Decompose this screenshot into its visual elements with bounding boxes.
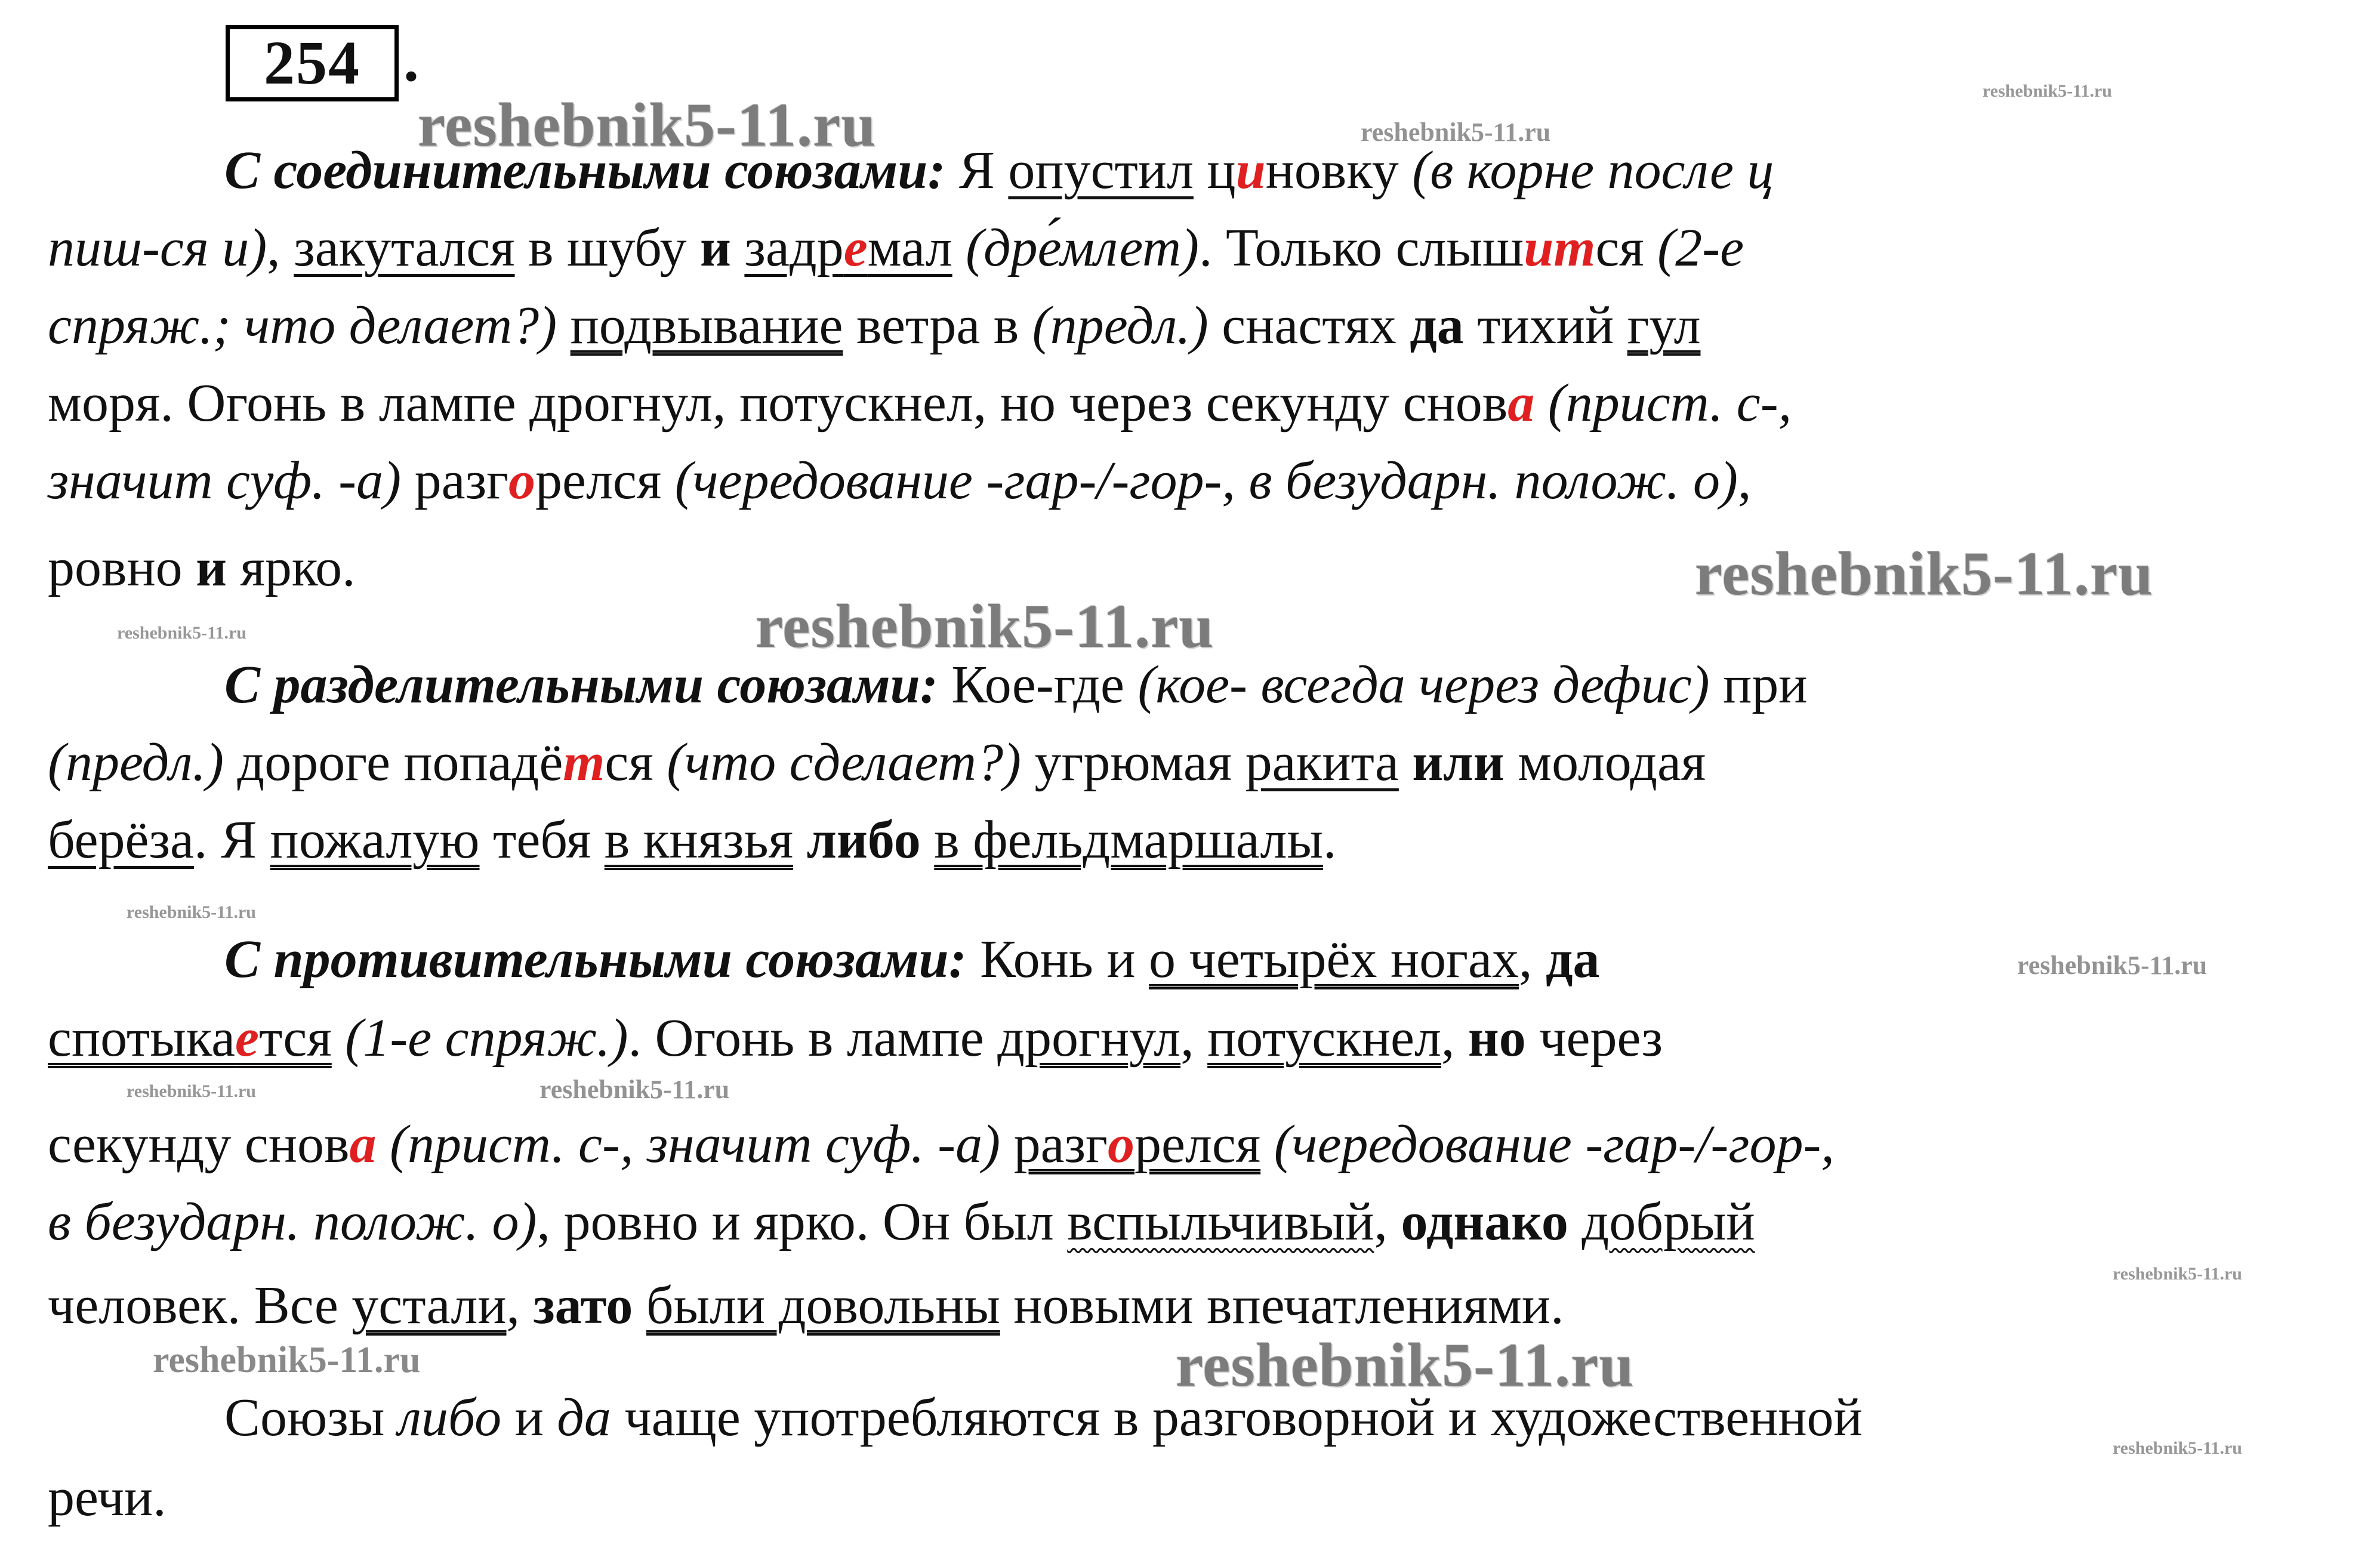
- watermark: reshebnik5-11.ru: [756, 592, 1214, 661]
- comment: (чередование -гар-/-гор-,: [1274, 1115, 1835, 1174]
- comment: спряж.; что делает?): [48, 296, 557, 355]
- text: [731, 218, 745, 278]
- text: и: [501, 1388, 557, 1447]
- comment: (2-е: [1657, 218, 1744, 278]
- conjunction: но: [1468, 1009, 1526, 1068]
- conjunction: да: [1545, 930, 1600, 989]
- text: [332, 1009, 346, 1068]
- underlined-word: потускнел: [1207, 1009, 1441, 1068]
- text: ,: [1738, 451, 1752, 510]
- p2-line-3: [48, 810, 1336, 870]
- watermark: reshebnik5-11.ru: [418, 91, 877, 159]
- p1-line-1: [224, 141, 1774, 201]
- underlined-word: гул: [1627, 296, 1701, 355]
- underlined-word: спотыкается: [48, 1009, 332, 1068]
- highlight-letter: а: [349, 1115, 377, 1174]
- p2-heading: С разделительными союзами:: [224, 655, 938, 714]
- comment: (кое- всегда через дефис): [1137, 655, 1710, 714]
- text: моря. Огонь в лампе дрогнул, потускнел, но через секунду снов: [48, 374, 1508, 433]
- comment: (в корне после ц: [1412, 141, 1774, 200]
- text: . Только слыш: [1199, 218, 1524, 278]
- text: через: [1525, 1009, 1663, 1068]
- comment: да: [557, 1388, 611, 1447]
- text: ,: [267, 218, 294, 278]
- underlined-word: пожалую: [270, 810, 480, 870]
- text: тебя: [479, 810, 605, 870]
- watermark: reshebnik5-11.ru: [1983, 81, 2112, 101]
- text: ,: [506, 1276, 534, 1335]
- text: ,: [1180, 1009, 1208, 1068]
- text: [1399, 733, 1413, 792]
- text: ,: [1441, 1009, 1468, 1068]
- p3-line-4: [48, 1192, 1755, 1252]
- text: в шубу: [514, 218, 701, 278]
- text: ветра в: [843, 296, 1032, 355]
- p2-line-2: [48, 733, 1706, 793]
- highlight-letter: и: [1235, 141, 1266, 200]
- text: [1000, 1115, 1014, 1174]
- text: [793, 810, 807, 870]
- conjunction: и: [196, 538, 227, 597]
- p2-line-1: [224, 655, 1807, 715]
- underlined-word: о четырёх ногах: [1149, 930, 1519, 989]
- underlined-word: закутался: [294, 218, 515, 278]
- text: ц: [1193, 141, 1236, 200]
- text: ся: [1595, 218, 1658, 278]
- watermark: reshebnik5-11.ru: [1176, 1331, 1635, 1399]
- comment: (прист. с-,: [1547, 374, 1792, 433]
- p3-line-3: [48, 1115, 1835, 1174]
- text: речи.: [48, 1468, 167, 1527]
- underlined-word: были довольны: [646, 1276, 1000, 1335]
- underlined-word: вспыльчивый: [1067, 1192, 1374, 1251]
- conjunction: либо: [806, 810, 921, 870]
- p1-line-5: [48, 451, 1752, 511]
- underlined-word: разгорелся: [1013, 1115, 1261, 1174]
- text: человек. Все: [48, 1276, 352, 1335]
- comment: (предл.): [48, 733, 224, 792]
- text: [921, 810, 935, 870]
- text: [377, 1115, 390, 1174]
- text: Конь и: [966, 930, 1149, 989]
- text: [1568, 1192, 1582, 1251]
- text: [1534, 374, 1548, 433]
- comment: (1-е спряж.): [345, 1009, 628, 1068]
- watermark: reshebnik5-11.ru: [1361, 118, 1551, 147]
- text: [633, 1276, 646, 1335]
- underlined-word: в князья: [604, 810, 794, 870]
- text: тихий: [1463, 296, 1627, 355]
- text: . Я: [194, 810, 270, 870]
- comment: (чередование -гар-/-гор-, в безударн. полож. о): [674, 451, 1738, 510]
- comment: либо: [397, 1388, 502, 1447]
- underlined-word: в фельдмаршалы: [934, 810, 1323, 870]
- text: [557, 296, 571, 355]
- p3-line-1: [224, 930, 1600, 989]
- comment: (дре́млет): [966, 218, 1199, 278]
- conjunction: зато: [533, 1276, 633, 1335]
- comment: (что сделает?): [667, 733, 1022, 792]
- text: Я: [945, 141, 1009, 200]
- text: .: [1322, 810, 1337, 870]
- text: ,: [1374, 1192, 1401, 1251]
- underlined-word: берёза: [48, 810, 194, 870]
- text: чаще употребляются в разговорной и художественной: [611, 1388, 1863, 1447]
- comment: значит суф. -а): [48, 451, 402, 510]
- watermark: reshebnik5-11.ru: [2113, 1438, 2242, 1458]
- underlined-word: ракита: [1245, 733, 1399, 792]
- text: новыми впечатлениями.: [1000, 1276, 1564, 1335]
- comment: (предл.): [1032, 296, 1209, 355]
- underlined-word: задремал: [744, 218, 952, 278]
- comment: пиш-ся и): [48, 218, 267, 278]
- p1-line-6: [48, 538, 356, 598]
- text: ,: [1518, 930, 1546, 989]
- underlined-word: добрый: [1581, 1192, 1755, 1251]
- p3-line-5: [48, 1276, 1564, 1336]
- text: [1260, 1115, 1274, 1174]
- exercise-number-box: [226, 25, 399, 101]
- text: . Огонь в лампе: [628, 1009, 998, 1068]
- text: угрюмая: [1021, 733, 1246, 792]
- p1-line-4: [48, 374, 1792, 433]
- p1-line-2: [48, 218, 1744, 278]
- watermark: reshebnik5-11.ru: [2113, 1264, 2242, 1284]
- exercise-number: 254: [264, 29, 360, 97]
- conjunction: и: [700, 218, 731, 278]
- underlined-word: дрогнул: [997, 1009, 1181, 1068]
- text: секунду снов: [48, 1115, 350, 1174]
- watermark: reshebnik5-11.ru: [2017, 951, 2208, 980]
- highlight-letter: т: [563, 733, 605, 792]
- p4-line-2: [48, 1468, 167, 1528]
- highlight-letter: а: [1507, 374, 1535, 433]
- watermark: reshebnik5-11.ru: [153, 1340, 421, 1380]
- watermark: reshebnik5-11.ru: [127, 1081, 256, 1101]
- p4-line-1: [224, 1388, 1863, 1448]
- watermark: reshebnik5-11.ru: [539, 1075, 730, 1104]
- p1-line-3: [48, 296, 1700, 356]
- conjunction: однако: [1401, 1192, 1568, 1251]
- comment: в безударн. полож. о): [48, 1192, 537, 1251]
- text: Союзы: [224, 1388, 398, 1447]
- watermark: reshebnik5-11.ru: [117, 623, 246, 643]
- underlined-word: устали: [352, 1276, 507, 1335]
- text: молодая: [1504, 733, 1706, 792]
- text: ся: [605, 733, 667, 792]
- text: , ровно и ярко. Он был: [537, 1192, 1068, 1251]
- p3-heading: С противительными союзами:: [224, 930, 967, 989]
- text: дороге попадё: [223, 733, 563, 792]
- conjunction: или: [1412, 733, 1505, 792]
- exercise-number-dot: .: [403, 26, 419, 94]
- text: ровно: [48, 538, 196, 597]
- highlight-letter: ит: [1524, 218, 1596, 278]
- text: релся: [535, 451, 675, 510]
- text: разг: [401, 451, 509, 510]
- text: новку: [1265, 141, 1413, 200]
- watermark: reshebnik5-11.ru: [127, 902, 256, 922]
- conjunction: да: [1410, 296, 1464, 355]
- text: при: [1709, 655, 1808, 714]
- text: снастях: [1208, 296, 1410, 355]
- text: ярко.: [227, 538, 356, 597]
- p1-heading: С соединительными союзами:: [224, 141, 946, 200]
- text: Кое-где: [938, 655, 1138, 714]
- watermark: reshebnik5-11.ru: [1695, 539, 2154, 608]
- p3-line-2: [48, 1009, 1663, 1068]
- highlight-letter: о: [508, 451, 536, 510]
- comment: (прист. с-, значит суф. -а): [390, 1115, 1001, 1174]
- text: [952, 218, 966, 278]
- underlined-word: подвывание: [570, 296, 843, 355]
- underlined-word: опустил: [1008, 141, 1194, 200]
